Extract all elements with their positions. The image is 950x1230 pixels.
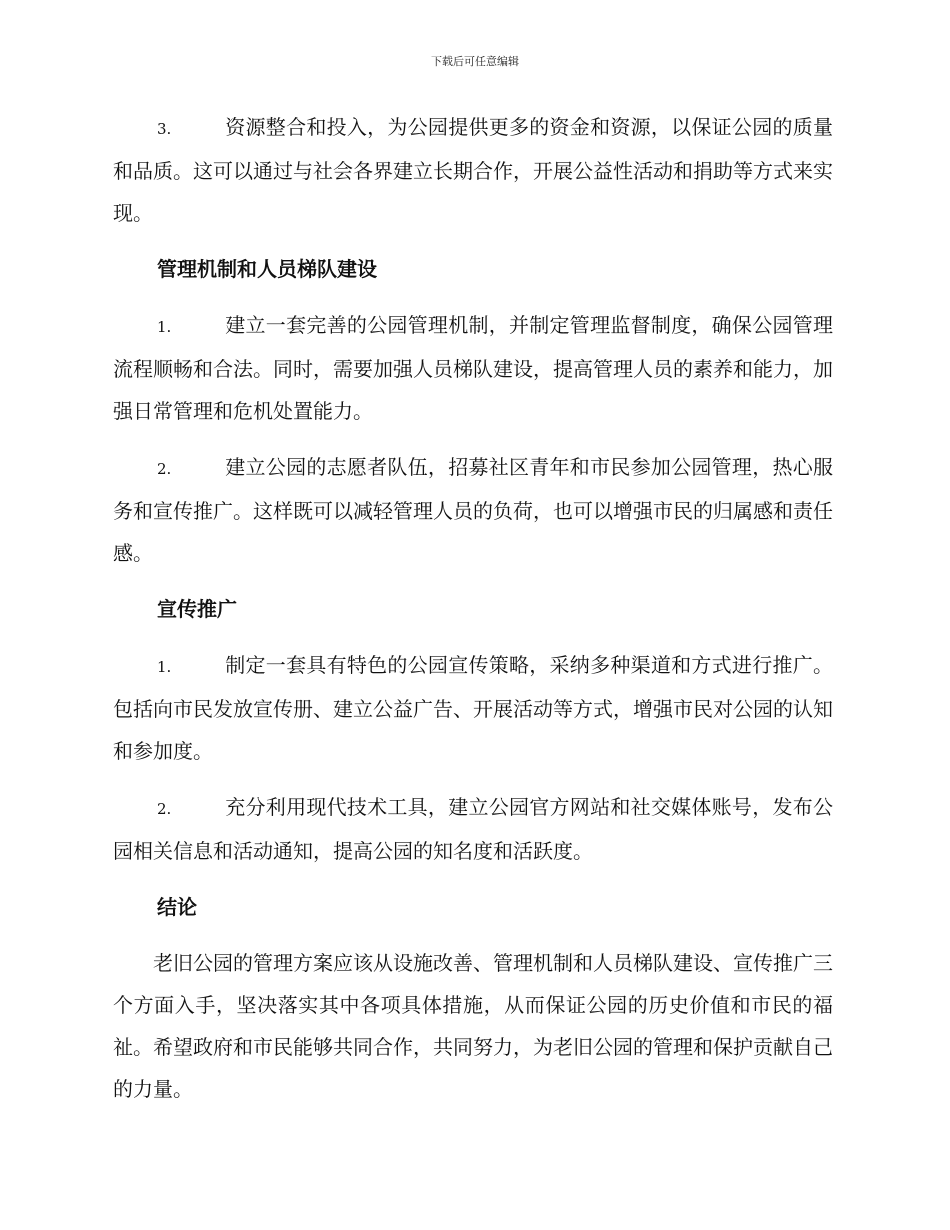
list-number: 2. [157,460,172,478]
list-item [113,106,833,234]
section-heading: 管理机制和人员梯队建设 [157,257,377,281]
list-item [113,644,833,772]
page-header: 下载后可任意编辑 [431,55,519,68]
document-body [113,106,833,1124]
list-number: 3. [157,120,172,138]
list-item [113,446,833,574]
list-item [113,786,833,872]
section-heading: 结论 [157,895,197,919]
paragraph-text: 资源整合和投入，为公园提供更多的资金和资源，以保证公园的质量和品质。这可以通过与社会各界建立长期合作，开展公益性活动和捐助等方式来实现。 [113,115,833,225]
section-heading: 宣传推广 [157,597,237,621]
list-number: 2. [157,800,172,818]
paragraph-text: 建立一套完善的公园管理机制，并制定管理监督制度，确保公园管理流程顺畅和合法。同时，需要加强人员梯队建设，提高管理人员的素养和能力，加强日常管理和危机处置能力。 [113,313,833,423]
list-item [113,304,833,432]
list-number: 1. [157,318,172,336]
conclusion-paragraph: 老旧公园的管理方案应该从设施改善、管理机制和人员梯队建设、宣传推广三个方面入手，坚决落实其中各项具体措施，从而保证公园的历史价值和市民的福祉。希望政府和市民能够共同合作，共同努力，为老旧公园的管理和保护贡献自己的力量。 [113,951,833,1101]
paragraph-text: 制定一套具有特色的公园宣传策略，采纳多种渠道和方式进行推广。包括向市民发放宣传册、建立公益广告、开展活动等方式，增强市民对公园的认知和参加度。 [113,653,833,763]
paragraph-text: 建立公园的志愿者队伍，招募社区青年和市民参加公园管理，热心服务和宣传推广。这样既可以减轻管理人员的负荷，也可以增强市民的归属感和责任感。 [113,455,833,565]
paragraph-text: 充分利用现代技术工具，建立公园官方网站和社交媒体账号，发布公园相关信息和活动通知，提高公园的知名度和活跃度。 [113,795,833,863]
list-number: 1. [157,658,172,676]
